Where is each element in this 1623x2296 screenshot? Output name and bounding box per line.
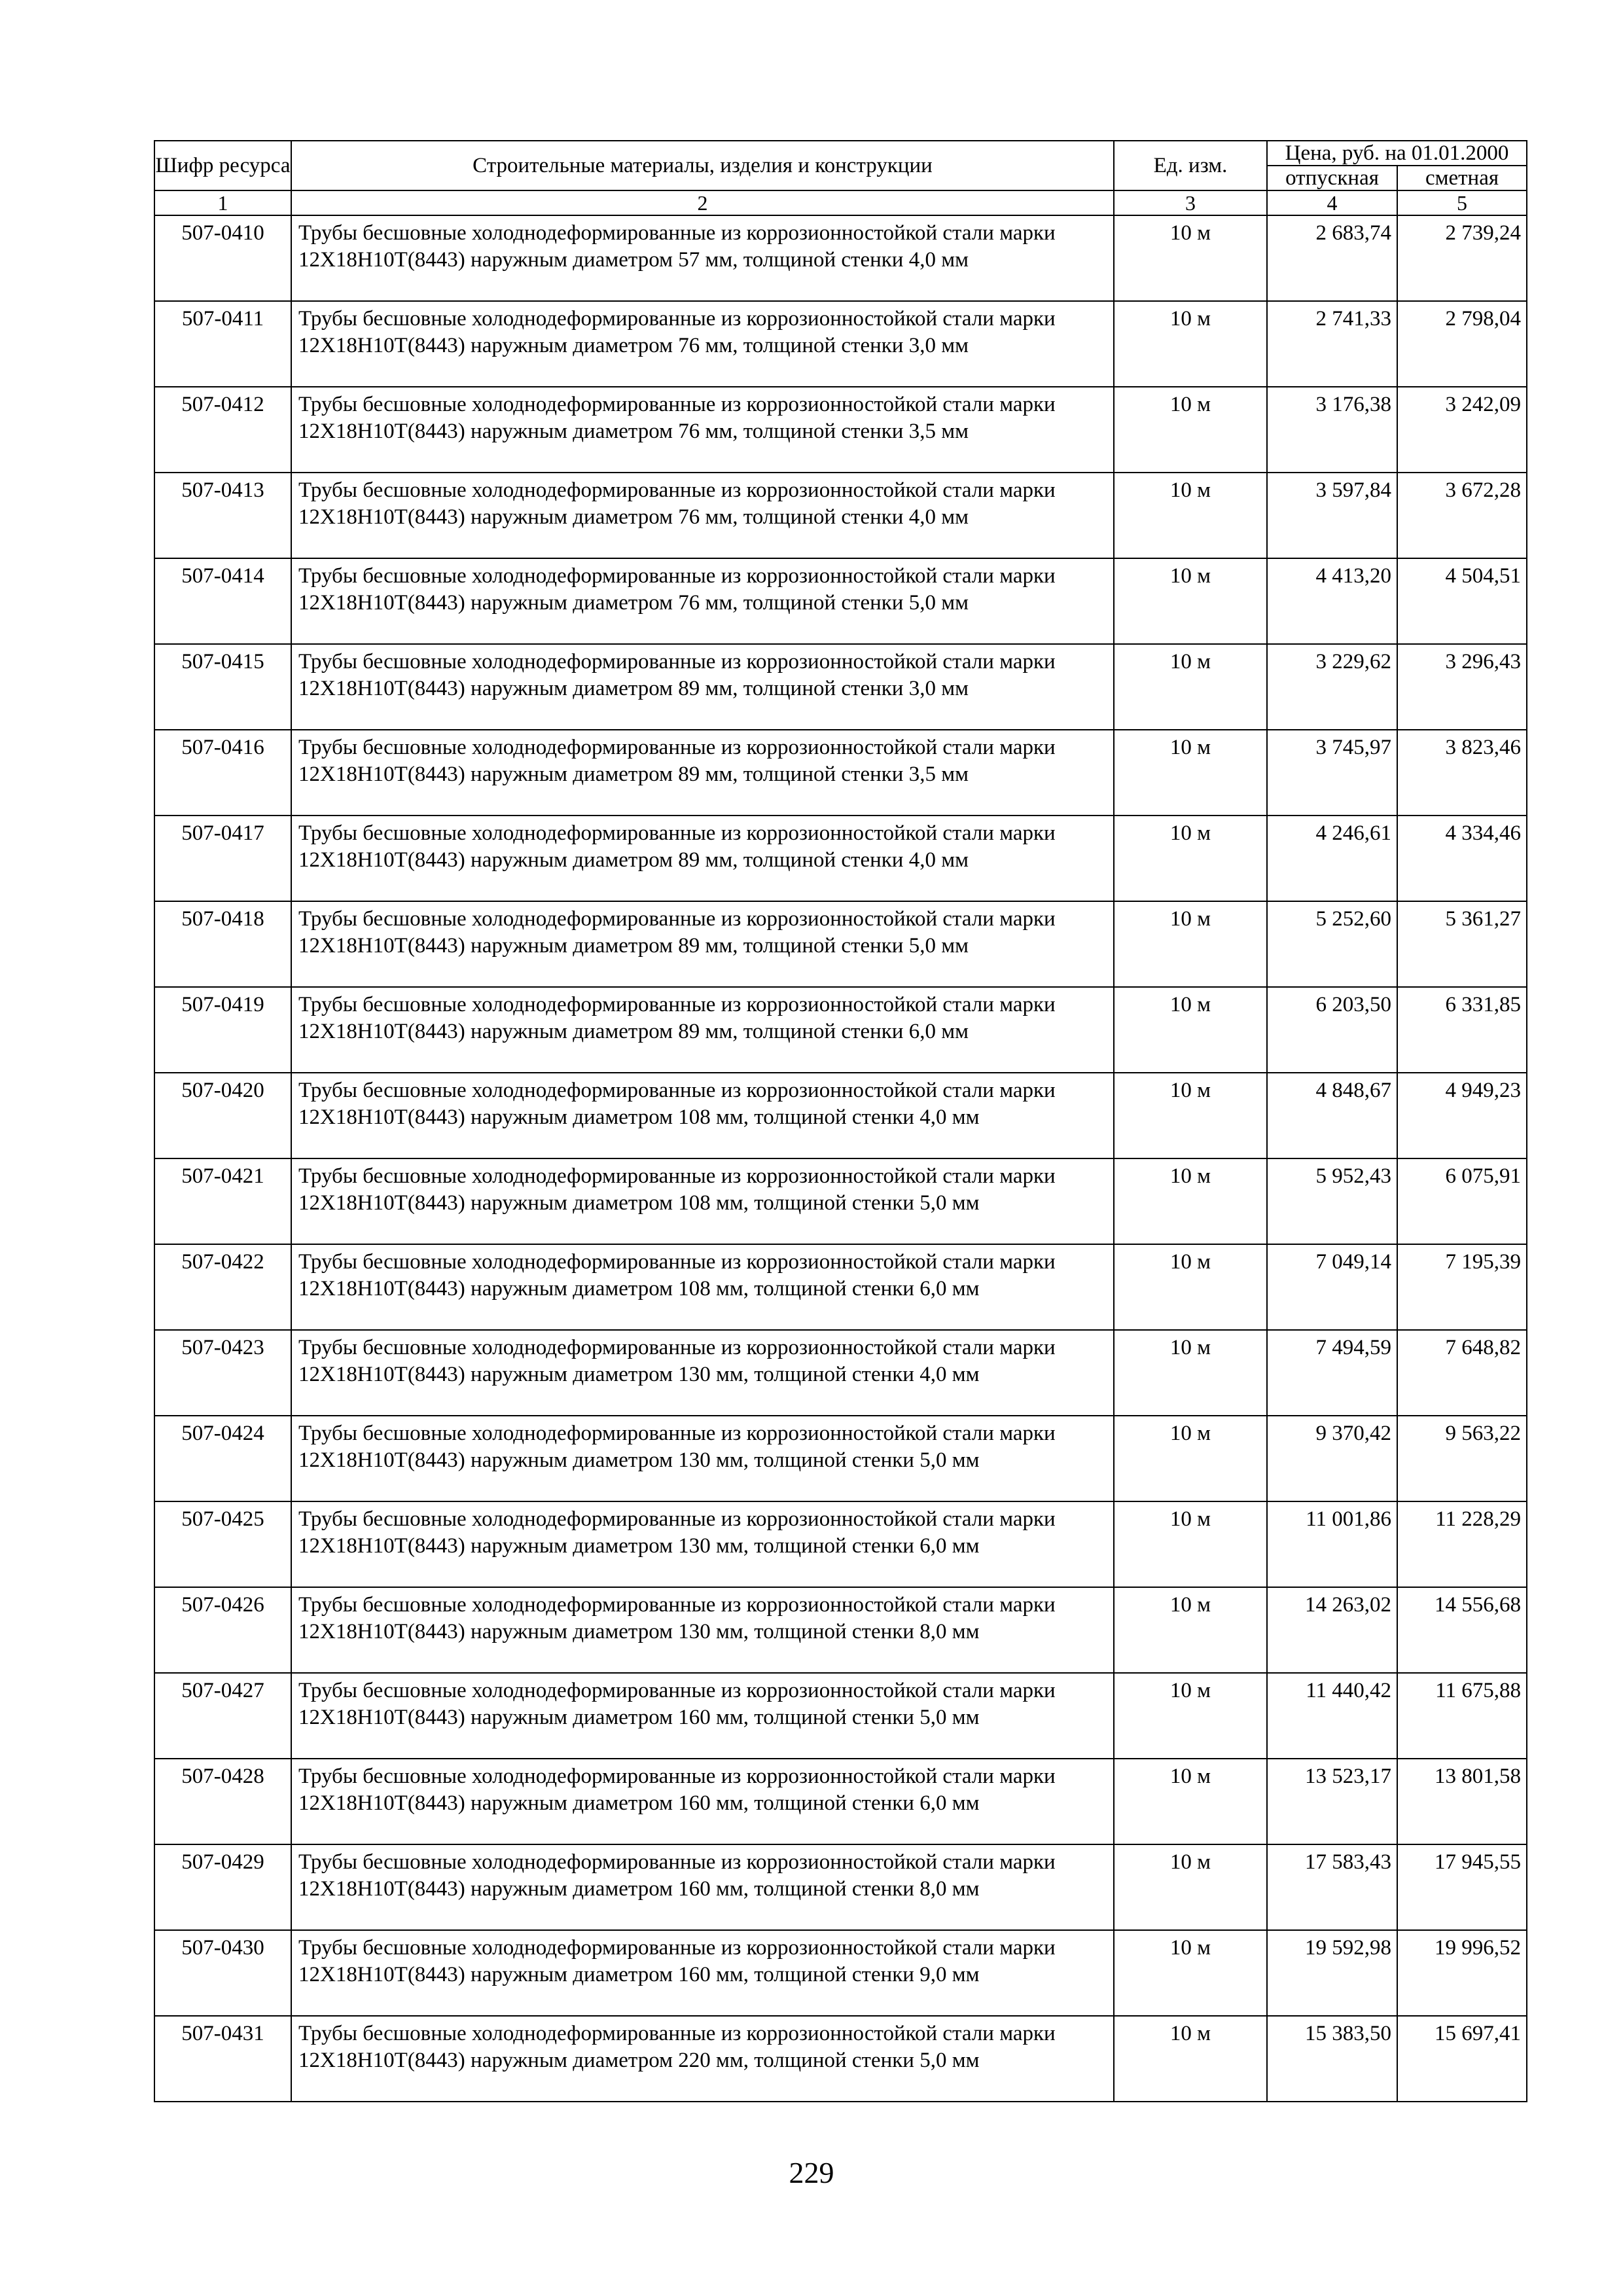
unit-cell: 10 м [1114,2016,1267,2102]
header-price-release: отпускная [1267,166,1397,190]
release-price-cell: 17 583,43 [1267,1844,1397,1930]
material-name-cell: Трубы бесшовные холоднодеформированные из коррозионностойкой стали марки 12Х18Н10Т(8443) наружным диаметром 76 мм, толщиной стенки 4,0 мм [291,473,1114,558]
estimate-price-cell: 4 949,23 [1397,1073,1527,1158]
unit-cell: 10 м [1114,1416,1267,1501]
resource-code-cell: 507-0424 [154,1416,291,1501]
resource-code-cell: 507-0422 [154,1244,291,1330]
material-name-cell: Трубы бесшовные холоднодеформированные из коррозионностойкой стали марки 12Х18Н10Т(8443) наружным диаметром 160 мм, толщиной стенки 9,0 мм [291,1930,1114,2016]
resource-code-cell: 507-0419 [154,987,291,1073]
resource-code-cell: 507-0423 [154,1330,291,1416]
header-col-number: 4 [1267,190,1397,215]
unit-cell: 10 м [1114,730,1267,816]
table-row [154,901,1527,987]
page-number: 229 [789,2156,834,2189]
resource-code-cell: 507-0427 [154,1673,291,1759]
release-price-cell: 3 176,38 [1267,387,1397,473]
estimate-price-cell: 11 228,29 [1397,1501,1527,1587]
material-name-cell: Трубы бесшовные холоднодеформированные из коррозионностойкой стали марки 12Х18Н10Т(8443) наружным диаметром 89 мм, толщиной стенки 3,5 мм [291,730,1114,816]
release-price-cell: 9 370,42 [1267,1416,1397,1501]
resource-code-cell: 507-0429 [154,1844,291,1930]
table-row [154,2016,1527,2102]
material-name-cell: Трубы бесшовные холоднодеформированные из коррозионностойкой стали марки 12Х18Н10Т(8443) наружным диаметром 76 мм, толщиной стенки 3,0 мм [291,301,1114,387]
unit-cell: 10 м [1114,987,1267,1073]
release-price-cell: 7 049,14 [1267,1244,1397,1330]
unit-cell: 10 м [1114,1330,1267,1416]
release-price-cell: 3 229,62 [1267,644,1397,730]
resource-code-cell: 507-0413 [154,473,291,558]
table-row [154,730,1527,816]
material-name-cell: Трубы бесшовные холоднодеформированные из коррозионностойкой стали марки 12Х18Н10Т(8443) наружным диаметром 130 мм, толщиной стенки 4,0 мм [291,1330,1114,1416]
table-row [154,816,1527,901]
table-row [154,301,1527,387]
release-price-cell: 6 203,50 [1267,987,1397,1073]
resource-code-cell: 507-0412 [154,387,291,473]
table-row [154,1930,1527,2016]
table-row [154,1501,1527,1587]
release-price-cell: 5 952,43 [1267,1158,1397,1244]
unit-cell: 10 м [1114,1587,1267,1673]
estimate-price-cell: 14 556,68 [1397,1587,1527,1673]
unit-cell: 10 м [1114,644,1267,730]
resource-code-cell: 507-0411 [154,301,291,387]
table-row [154,558,1527,644]
material-name-cell: Трубы бесшовные холоднодеформированные из коррозионностойкой стали марки 12Х18Н10Т(8443) наружным диаметром 89 мм, толщиной стенки 4,0 мм [291,816,1114,901]
table-row [154,387,1527,473]
table-row [154,1844,1527,1930]
release-price-cell: 11 001,86 [1267,1501,1397,1587]
material-name-cell: Трубы бесшовные холоднодеформированные из коррозионностойкой стали марки 12Х18Н10Т(8443) наружным диаметром 89 мм, толщиной стенки 5,0 мм [291,901,1114,987]
release-price-cell: 2 683,74 [1267,215,1397,301]
material-name-cell: Трубы бесшовные холоднодеформированные из коррозионностойкой стали марки 12Х18Н10Т(8443) наружным диаметром 76 мм, толщиной стенки 3,5 мм [291,387,1114,473]
table-row [154,1416,1527,1501]
resource-code-cell: 507-0410 [154,215,291,301]
resource-code-cell: 507-0418 [154,901,291,987]
table-row [154,1587,1527,1673]
header-col-number: 2 [291,190,1114,215]
release-price-cell: 15 383,50 [1267,2016,1397,2102]
release-price-cell: 2 741,33 [1267,301,1397,387]
estimate-price-cell: 3 823,46 [1397,730,1527,816]
estimate-price-cell: 7 648,82 [1397,1330,1527,1416]
material-name-cell: Трубы бесшовные холоднодеформированные из коррозионностойкой стали марки 12Х18Н10Т(8443) наружным диаметром 76 мм, толщиной стенки 5,0 мм [291,558,1114,644]
header-unit: Ед. изм. [1114,141,1267,190]
estimate-price-cell: 3 296,43 [1397,644,1527,730]
resource-code-cell: 507-0430 [154,1930,291,2016]
unit-cell: 10 м [1114,558,1267,644]
material-name-cell: Трубы бесшовные холоднодеформированные из коррозионностойкой стали марки 12Х18Н10Т(8443) наружным диаметром 130 мм, толщиной стенки 5,0 мм [291,1416,1114,1501]
estimate-price-cell: 19 996,52 [1397,1930,1527,2016]
release-price-cell: 4 413,20 [1267,558,1397,644]
estimate-price-cell: 2 798,04 [1397,301,1527,387]
header-col-number: 3 [1114,190,1267,215]
table-row [154,1759,1527,1844]
resource-code-cell: 507-0414 [154,558,291,644]
header-price-estimate: сметная [1397,166,1527,190]
material-name-cell: Трубы бесшовные холоднодеформированные из коррозионностойкой стали марки 12Х18Н10Т(8443) наружным диаметром 160 мм, толщиной стенки 5,0 мм [291,1673,1114,1759]
release-price-cell: 11 440,42 [1267,1673,1397,1759]
material-name-cell: Трубы бесшовные холоднодеформированные из коррозионностойкой стали марки 12Х18Н10Т(8443) наружным диаметром 108 мм, толщиной стенки 4,0 мм [291,1073,1114,1158]
estimate-price-cell: 7 195,39 [1397,1244,1527,1330]
estimate-price-cell: 4 504,51 [1397,558,1527,644]
unit-cell: 10 м [1114,1844,1267,1930]
unit-cell: 10 м [1114,1501,1267,1587]
release-price-cell: 13 523,17 [1267,1759,1397,1844]
material-name-cell: Трубы бесшовные холоднодеформированные из коррозионностойкой стали марки 12Х18Н10Т(8443) наружным диаметром 89 мм, толщиной стенки 3,0 мм [291,644,1114,730]
table-row [154,1158,1527,1244]
material-name-cell: Трубы бесшовные холоднодеформированные из коррозионностойкой стали марки 12Х18Н10Т(8443) наружным диаметром 57 мм, толщиной стенки 4,0 мм [291,215,1114,301]
estimate-price-cell: 3 672,28 [1397,473,1527,558]
unit-cell: 10 м [1114,901,1267,987]
release-price-cell: 3 597,84 [1267,473,1397,558]
unit-cell: 10 м [1114,1073,1267,1158]
release-price-cell: 4 848,67 [1267,1073,1397,1158]
estimate-price-cell: 17 945,55 [1397,1844,1527,1930]
estimate-price-cell: 6 331,85 [1397,987,1527,1073]
estimate-price-cell: 5 361,27 [1397,901,1527,987]
resource-code-cell: 507-0421 [154,1158,291,1244]
release-price-cell: 19 592,98 [1267,1930,1397,2016]
resource-code-cell: 507-0426 [154,1587,291,1673]
material-name-cell: Трубы бесшовные холоднодеформированные из коррозионностойкой стали марки 12Х18Н10Т(8443) наружным диаметром 108 мм, толщиной стенки 6,0 мм [291,1244,1114,1330]
header-name: Строительные материалы, изделия и конструкции [291,141,1114,190]
release-price-cell: 4 246,61 [1267,816,1397,901]
unit-cell: 10 м [1114,215,1267,301]
unit-cell: 10 м [1114,473,1267,558]
table-body [154,215,1527,2102]
unit-cell: 10 м [1114,1673,1267,1759]
price-table [154,140,1527,2102]
resource-code-cell: 507-0428 [154,1759,291,1844]
header-col-number: 1 [154,190,291,215]
release-price-cell: 14 263,02 [1267,1587,1397,1673]
header-price-group: Цена, руб. на 01.01.2000 [1267,141,1527,166]
material-name-cell: Трубы бесшовные холоднодеформированные из коррозионностойкой стали марки 12Х18Н10Т(8443) наружным диаметром 108 мм, толщиной стенки 5,0 мм [291,1158,1114,1244]
estimate-price-cell: 9 563,22 [1397,1416,1527,1501]
unit-cell: 10 м [1114,301,1267,387]
estimate-price-cell: 3 242,09 [1397,387,1527,473]
unit-cell: 10 м [1114,1930,1267,2016]
estimate-price-cell: 2 739,24 [1397,215,1527,301]
estimate-price-cell: 4 334,46 [1397,816,1527,901]
resource-code-cell: 507-0416 [154,730,291,816]
table-row [154,1673,1527,1759]
material-name-cell: Трубы бесшовные холоднодеформированные из коррозионностойкой стали марки 12Х18Н10Т(8443) наружным диаметром 130 мм, толщиной стенки 8,0 мм [291,1587,1114,1673]
table-row [154,1330,1527,1416]
resource-code-cell: 507-0420 [154,1073,291,1158]
material-name-cell: Трубы бесшовные холоднодеформированные из коррозионностойкой стали марки 12Х18Н10Т(8443) наружным диаметром 130 мм, толщиной стенки 6,0 мм [291,1501,1114,1587]
resource-code-cell: 507-0425 [154,1501,291,1587]
release-price-cell: 3 745,97 [1267,730,1397,816]
estimate-price-cell: 13 801,58 [1397,1759,1527,1844]
estimate-price-cell: 15 697,41 [1397,2016,1527,2102]
estimate-price-cell: 11 675,88 [1397,1673,1527,1759]
resource-code-cell: 507-0415 [154,644,291,730]
unit-cell: 10 м [1114,816,1267,901]
unit-cell: 10 м [1114,387,1267,473]
release-price-cell: 5 252,60 [1267,901,1397,987]
table-row [154,1073,1527,1158]
header-code: Шифр ресурса [154,141,291,190]
material-name-cell: Трубы бесшовные холоднодеформированные из коррозионностойкой стали марки 12Х18Н10Т(8443) наружным диаметром 89 мм, толщиной стенки 6,0 мм [291,987,1114,1073]
material-name-cell: Трубы бесшовные холоднодеформированные из коррозионностойкой стали марки 12Х18Н10Т(8443) наружным диаметром 220 мм, толщиной стенки 5,0 мм [291,2016,1114,2102]
unit-cell: 10 м [1114,1158,1267,1244]
resource-code-cell: 507-0431 [154,2016,291,2102]
table-row [154,987,1527,1073]
table-row [154,644,1527,730]
table-row [154,473,1527,558]
unit-cell: 10 м [1114,1244,1267,1330]
unit-cell: 10 м [1114,1759,1267,1844]
table-row [154,215,1527,301]
estimate-price-cell: 6 075,91 [1397,1158,1527,1244]
table-row [154,1244,1527,1330]
header-col-number: 5 [1397,190,1527,215]
material-name-cell: Трубы бесшовные холоднодеформированные из коррозионностойкой стали марки 12Х18Н10Т(8443) наружным диаметром 160 мм, толщиной стенки 6,0 мм [291,1759,1114,1844]
resource-code-cell: 507-0417 [154,816,291,901]
release-price-cell: 7 494,59 [1267,1330,1397,1416]
material-name-cell: Трубы бесшовные холоднодеформированные из коррозионностойкой стали марки 12Х18Н10Т(8443) наружным диаметром 160 мм, толщиной стенки 8,0 мм [291,1844,1114,1930]
table-header [154,141,1527,215]
